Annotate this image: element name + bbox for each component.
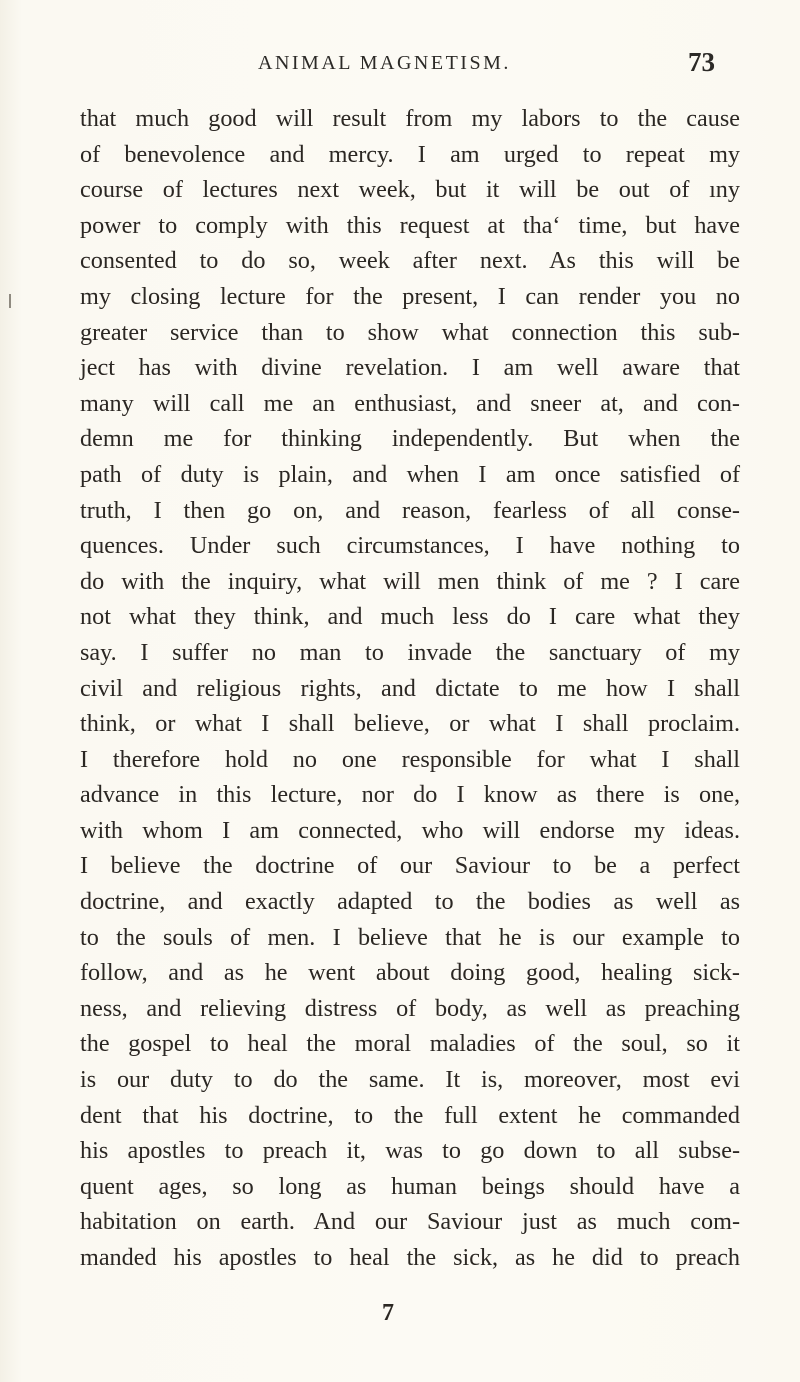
page-header: [0, 44, 800, 84]
text-line: his apostles to preach it, was to go down to all subse-: [80, 1137, 740, 1165]
signature-mark: 7: [382, 1300, 394, 1326]
text-line: to the souls of men. I believe that he is our example to: [80, 923, 740, 951]
text-line: I believe the doctrine of our Saviour to be a perfect: [80, 852, 740, 880]
text-line: many will call me an enthusiast, and sneer at, and con-: [80, 389, 740, 417]
text-line: quences. Under such circumstances, I have nothing to: [80, 532, 740, 560]
text-line: quent ages, so long as human beings should have a: [80, 1172, 740, 1200]
text-line: greater service than to show what connection this sub-: [80, 318, 740, 346]
body-text: [80, 101, 740, 1276]
text-line: ness, and relieving distress of body, as well as preaching: [80, 994, 740, 1022]
text-line: civil and religious rights, and dictate to me how I shall: [80, 674, 740, 702]
text-line: not what they think, and much less do I care what they: [80, 603, 740, 631]
text-line: power to comply with this request at tha‘ time, but have: [80, 211, 740, 239]
text-line: consented to do so, week after next. As this will be: [80, 247, 740, 275]
text-line: I therefore hold no one responsible for what I shall: [80, 745, 740, 773]
text-line: with whom I am connected, who will endorse my ideas.: [80, 816, 740, 844]
text-line: dent that his doctrine, to the full extent he commanded: [80, 1101, 740, 1129]
text-line: my closing lecture for the present, I can render you no: [80, 282, 740, 310]
text-line: habitation on earth. And our Saviour just as much com-: [80, 1208, 740, 1236]
text-line: truth, I then go on, and reason, fearless of all conse-: [80, 496, 740, 524]
text-line: demn me for thinking independently. But when the: [80, 425, 740, 453]
text-line: ject has with divine revelation. I am well aware that: [80, 354, 740, 382]
margin-mark: [9, 294, 11, 308]
text-line: path of duty is plain, and when I am once satisfied of: [80, 460, 740, 488]
text-line: is our duty to do the same. It is, moreover, most evi: [80, 1066, 740, 1094]
text-line: advance in this lecture, nor do I know as there is one,: [80, 781, 740, 809]
running-head: ANIMAL MAGNETISM.: [258, 52, 511, 74]
text-line: think, or what I shall believe, or what I shall proclaim.: [80, 710, 740, 738]
text-line: course of lectures next week, but it will be out of ıny: [80, 176, 740, 204]
text-line: doctrine, and exactly adapted to the bodies as well as: [80, 888, 740, 916]
text-line: do with the inquiry, what will men think of me ? I care: [80, 567, 740, 595]
text-line: manded his apostles to heal the sick, as he did to preach: [80, 1244, 740, 1271]
page-number: 73: [688, 47, 715, 77]
text-line: follow, and as he went about doing good, healing sick-: [80, 959, 740, 987]
text-line: of benevolence and mercy. I am urged to repeat my: [80, 140, 740, 168]
text-line: that much good will result from my labors to the cause: [80, 105, 740, 132]
text-line: the gospel to heal the moral maladies of the soul, so it: [80, 1030, 740, 1058]
text-line: say. I suffer no man to invade the sanctuary of my: [80, 638, 740, 666]
